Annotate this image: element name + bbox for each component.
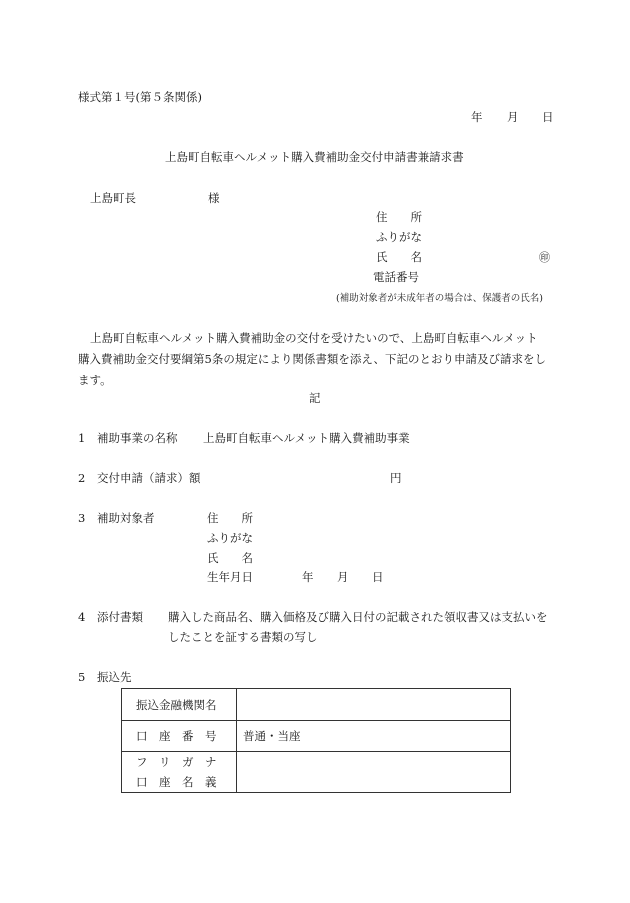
account-holder-label: 口 座 名 義 (136, 775, 217, 789)
item3-birth-year: 年 (302, 570, 314, 584)
item3-birth-month: 月 (337, 570, 349, 584)
item5-number: 5 (78, 670, 86, 684)
bank-name-value[interactable] (237, 689, 511, 721)
bank-name-label: 振込金融機関名 (122, 689, 237, 721)
item3-name-label: 氏 名 (207, 551, 253, 565)
applicant-note: (補助対象者が未成年者の場合は、保護者の氏名) (336, 293, 543, 304)
item2-unit: 円 (390, 471, 402, 485)
date-month: 月 (507, 110, 519, 124)
item3-address-label: 住 所 (207, 511, 253, 525)
account-number-label: 口 座 番 号 (122, 721, 237, 752)
date-day: 日 (542, 110, 554, 124)
applicant-phone-label: 電話番号 (373, 270, 419, 284)
applicant-furigana-label: ふりがな (376, 230, 422, 244)
item3-number: 3 (78, 511, 86, 525)
form-number: 様式第１号(第５条関係) (78, 90, 202, 104)
account-holder-label-cell (122, 752, 237, 793)
table-row (122, 721, 511, 752)
item3-birthdate-label: 生年月日 (207, 570, 253, 584)
account-type-value[interactable]: 普通・当座 (237, 721, 511, 752)
applicant-name-label: 氏 名 (376, 250, 422, 264)
item3-birth-day: 日 (372, 570, 384, 584)
item1-value: 上島町自転車ヘルメット購入費補助事業 (203, 431, 410, 445)
item4-number: 4 (78, 610, 86, 624)
item2-label: 交付申請（請求）額 (97, 471, 201, 485)
date-year: 年 (471, 110, 483, 124)
table-row (122, 689, 511, 721)
applicant-address-label: 住 所 (376, 210, 422, 224)
table-row (122, 752, 511, 793)
addressee-honorific: 様 (208, 191, 220, 205)
item3-label: 補助対象者 (97, 511, 155, 525)
item4-text-line2: したことを証する書類の写し (168, 630, 318, 644)
body-line: 購入費補助金交付要綱第5条の規定により関係書類を添え、下記のとおり申請及び請求をし (78, 352, 547, 366)
document-title: 上島町自転車ヘルメット購入費補助金交付申請書兼請求書 (165, 150, 464, 164)
item2-number: 2 (78, 471, 86, 485)
item5-label: 振込先 (97, 670, 132, 684)
bank-account-table (121, 688, 511, 793)
ki-heading: 記 (309, 391, 321, 405)
body-line: 上島町自転車ヘルメット購入費補助金の交付を受けたいので、上島町自転車ヘルメット (90, 331, 538, 345)
item4-text-line1: 購入した商品名、購入価格及び購入日付の記載された領収書又は支払いを (168, 610, 548, 624)
account-holder-value[interactable] (237, 752, 511, 793)
item3-furigana-label: ふりがな (207, 531, 253, 545)
furigana-label: フ リ ガ ナ (136, 755, 217, 769)
item1-number: 1 (78, 431, 86, 445)
body-paragraph (78, 328, 556, 391)
addressee-name: 上島町長 (90, 191, 136, 205)
item1-label: 補助事業の名称 (97, 431, 178, 445)
item4-label: 添付書類 (97, 610, 143, 624)
body-line: ます。 (78, 373, 112, 387)
seal-mark: ㊞ (539, 251, 550, 264)
